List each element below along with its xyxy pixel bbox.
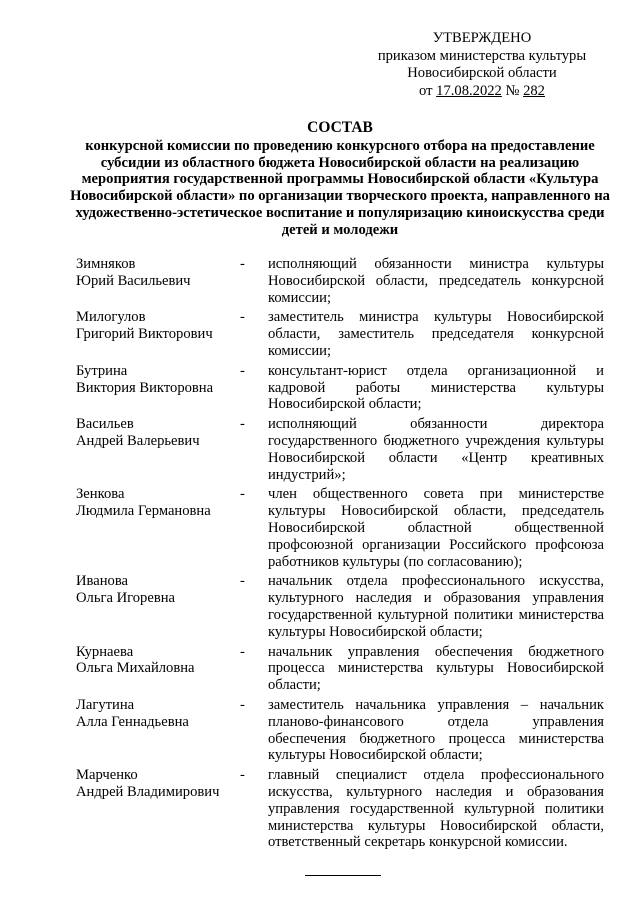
member-name [76,767,236,851]
member-name [76,256,236,306]
member-dash: - [240,573,245,590]
member-name [76,644,236,694]
member-name [76,573,236,640]
member-dash: - [240,696,245,713]
member-surname: Зимняков [76,256,136,272]
member-role: заместитель начальника управления – начальник планово-финансового отдела управления обеспечения бюджетного процесса министерства культуры Новосибирской области; [268,696,604,764]
member-surname: Бутрина [76,362,128,379]
member-role: заместитель министра культуры Новосибирской области, заместитель председателя конкурсной комиссии; [268,309,604,359]
member-given-name: Ольга Игоревна [76,590,175,607]
member-row [76,416,604,483]
members-list [76,256,604,854]
member-role: главный специалист отдела профессионального искусства, культурного наследия и образования управления государственной культурной политики министерства культуры Новосибирской области, ответственный секретарь конкурсной комиссии. [268,767,604,851]
member-row [76,486,604,570]
approval-region-line: Новосибирской области [407,65,557,81]
title-heading: СОСТАВ [307,119,373,136]
member-surname: Курнаева [76,643,134,660]
approval-prefix: от [419,82,433,99]
closing-rule [305,875,381,876]
member-row [76,573,604,640]
member-dash: - [240,486,245,503]
document-title [60,120,620,239]
member-dash: - [240,362,245,379]
member-row [76,309,604,359]
member-name [76,363,236,413]
approval-stamp: УТВЕРЖДЕНО [432,30,532,46]
member-surname: Марченко [76,767,138,784]
approval-order-line: приказом министерства культуры [377,47,587,64]
member-name [76,416,236,483]
approval-date: 17.08.2022 [436,82,502,99]
member-row [76,256,604,306]
member-given-name: Андрей Владимирович [76,783,220,800]
member-row [76,644,604,694]
member-row [76,767,604,851]
member-role: член общественного совета при министерстве культуры Новосибирской области, председатель Новосибирской областной общественной профсоюзной организации Российского профсоюза работников культуры (по согласованию); [268,486,604,570]
member-given-name: Людмила Германовна [76,503,211,520]
member-row [76,363,604,413]
member-surname: Васильев [76,416,134,433]
approval-number-sign: № [505,82,520,99]
member-given-name: Григорий Викторович [76,326,213,343]
member-given-name: Андрей Валерьевич [76,432,200,449]
member-name [76,697,236,764]
member-role: начальник отдела профессионального искусства, культурного наследия и образования управления государственной культурной политики министерства культуры Новосибирской области; [268,573,604,640]
member-surname: Иванова [76,573,128,590]
member-name [76,309,236,359]
member-dash: - [240,767,245,784]
member-dash: - [240,643,245,660]
approval-date-line [360,83,604,101]
member-name [76,486,236,570]
approval-block [360,30,604,100]
member-role: консультант-юрист отдела организационной и кадровой работы министерства культуры Новосибирской области; [268,362,604,413]
member-dash: - [240,256,245,272]
member-role: начальник управления обеспечения бюджетного процесса министерства культуры Новосибирской области; [268,643,604,694]
approval-number: 282 [523,82,545,99]
member-given-name: Алла Геннадьевна [76,713,189,730]
member-dash: - [240,416,245,433]
member-surname: Зенкова [76,486,125,503]
member-role: исполняющий обязанности министра культуры Новосибирской области, председатель конкурсной комиссии; [268,256,604,306]
member-dash: - [240,309,245,326]
member-given-name: Юрий Васильевич [76,272,191,289]
member-given-name: Ольга Михайловна [76,660,195,677]
member-role: исполняющий обязанности директора государственного бюджетного учреждения культуры Новосибирской области «Центр креативных индустрий»; [268,416,604,483]
member-surname: Лагутина [76,696,135,713]
title-subtitle: конкурсной комиссии по проведению конкурсного отбора на предоставление субсидии из областного бюджета Новосибирской области на реализацию мероприятия государственной программы Новосибирской области «Культура Новосибирской области» по организации творческого проекта, направленного на художественно-эстетическое воспитание и популяризацию киноискусства среди детей и молодежи [70,137,610,238]
member-row [76,697,604,764]
member-surname: Милогулов [76,309,146,326]
member-given-name: Виктория Викторовна [76,379,214,396]
